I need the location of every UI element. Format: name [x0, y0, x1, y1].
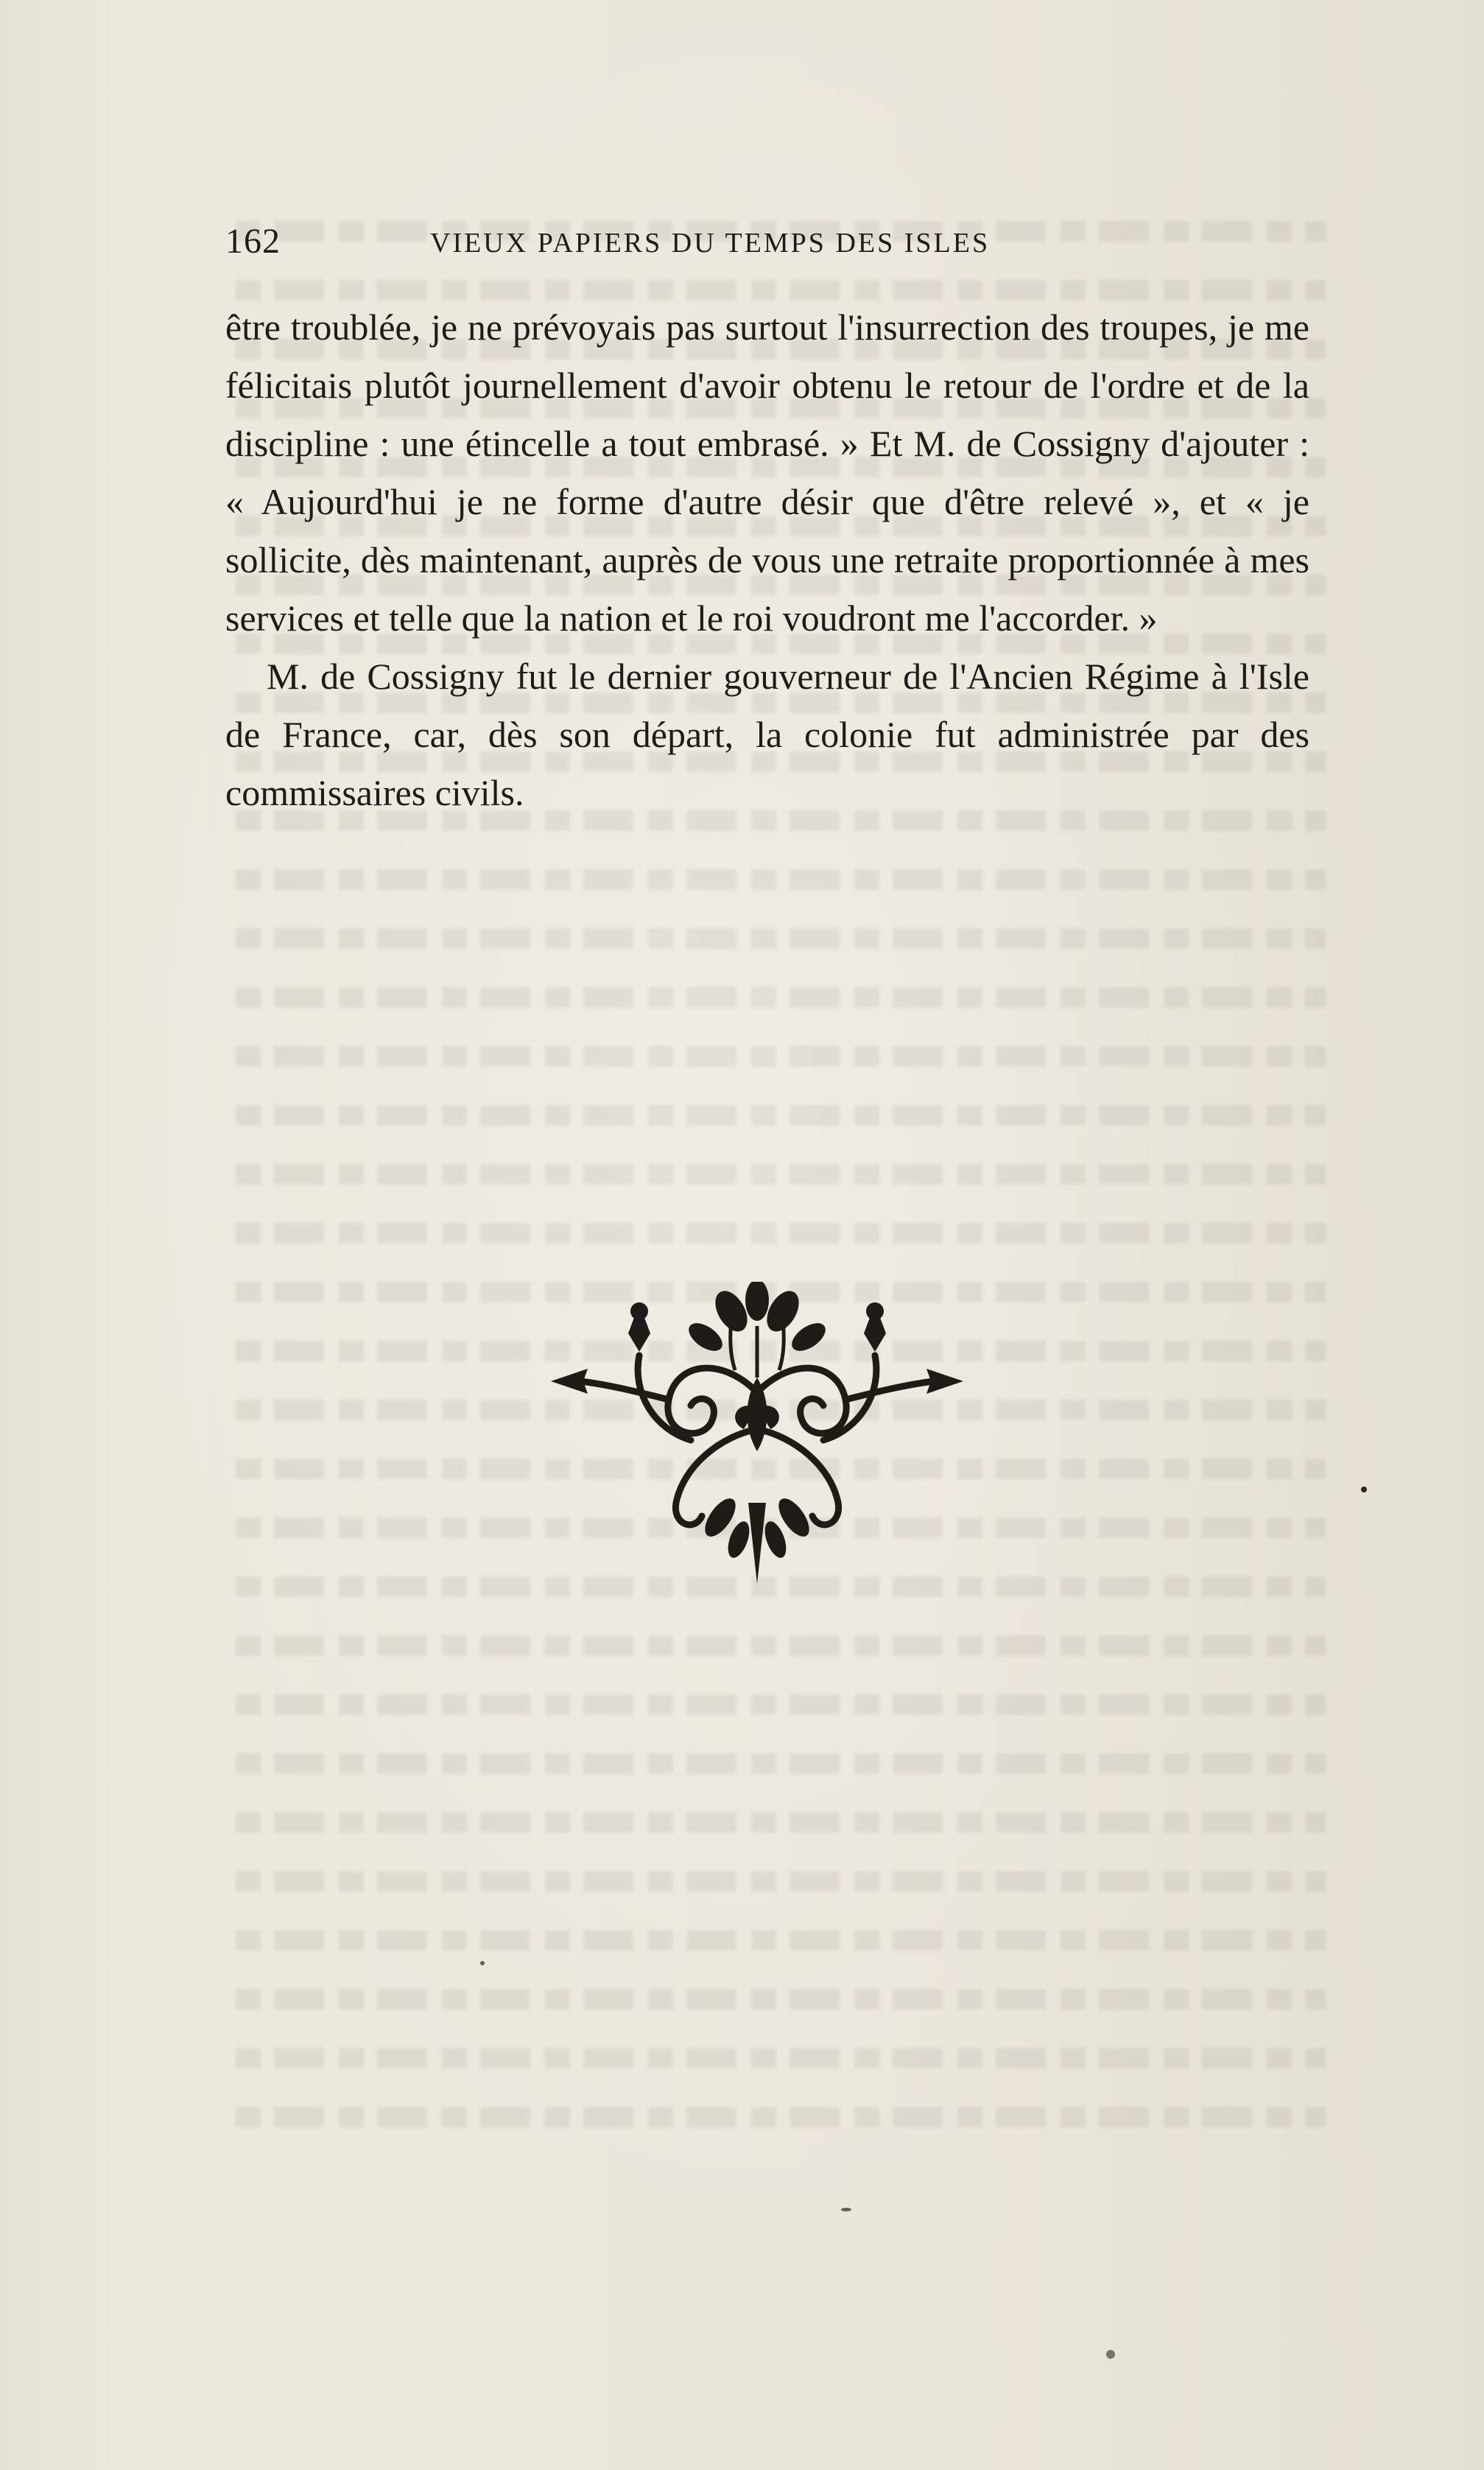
page-number: 162	[225, 222, 281, 261]
floral-tailpiece-icon	[551, 1282, 963, 1591]
paper-speck	[480, 1961, 485, 1965]
body-text	[225, 298, 1309, 822]
running-title: VIEUX PAPIERS DU TEMPS DES ISLES	[430, 228, 991, 259]
paper-speck	[1106, 2350, 1115, 2359]
paragraph: M. de Cossigny fut le dernier gouverneur de l'Ancien Régime à l'Isle de France, car, dès son départ, la colonie fut administrée par des commissaires civils.	[225, 656, 1309, 813]
paper-speck	[1361, 1487, 1367, 1492]
paragraph: être troublée, je ne prévoyais pas surtout l'insurrection des troupes, je me félicitais plutôt journellement d'avoir obtenu le retour de l'ordre et de la discipline : une étincelle a tout embrasé. » Et M. de Cossigny d'ajouter : « Aujourd'hui je ne forme d'autre désir que d'être relevé », et « je sollicite, dès maintenant, auprès de vous une retraite proportionnée à mes services et telle que la nation et le roi voudront me l'accorder. »	[225, 306, 1309, 639]
running-header	[225, 221, 1314, 265]
paper-speck	[841, 2208, 851, 2211]
